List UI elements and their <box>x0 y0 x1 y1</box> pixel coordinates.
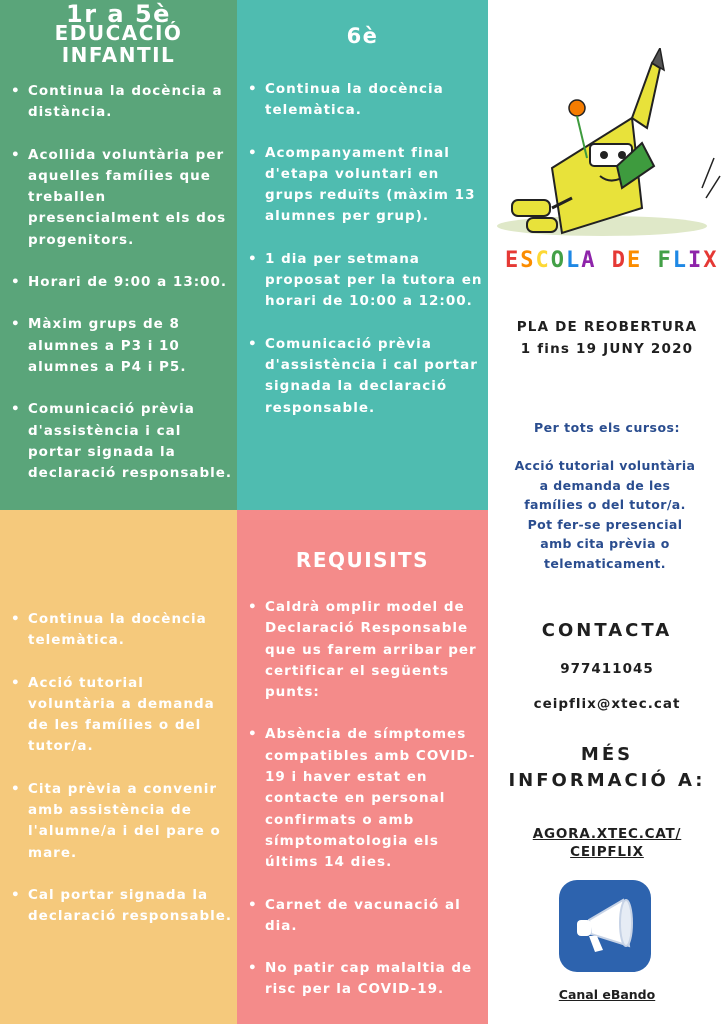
list-item: • Carnet de vacunació al dia. <box>246 895 484 938</box>
school-logo-text: ESCOLA DE FLIX <box>505 248 719 273</box>
ebando-channel-link[interactable]: Canal eBando <box>558 987 656 1002</box>
courses-line: amb cita prèvia o <box>540 536 670 552</box>
list-item: • Continua la docència a distància. <box>9 81 235 124</box>
website-link-line-2: CEIPFLIX <box>570 844 644 860</box>
all-courses-text <box>492 456 718 574</box>
ebando-app-icon[interactable] <box>559 880 651 972</box>
title-line-1: EDUCACIÓ <box>54 21 183 45</box>
list-item: • Màxim grups de 8 alumnes a P3 i 10 alumnes a P4 i P5. <box>9 314 235 378</box>
list-item: • Acció tutorial voluntària a demanda de les famílies o del tutor/a. <box>9 673 235 758</box>
list-item: • Comunicació prèvia d'assistència i cal portar signada la declaració responsable. <box>246 334 484 419</box>
megaphone-icon <box>559 880 651 972</box>
more-info-line-1: MÉS <box>580 744 634 765</box>
courses-line: telematicament. <box>544 555 666 571</box>
list-item: • No patir cap malaltia de risc per la COVID-19. <box>246 958 484 1001</box>
list-item: • 1 dia per setmana proposat per la tutora en horari de 10:00 a 12:00. <box>246 249 484 313</box>
requisits-title: REQUISITS <box>295 548 430 572</box>
educacio-infantil-panel <box>0 0 237 510</box>
list-item: • Horari de 9:00 a 13:00. <box>9 272 235 293</box>
courses-line: famílies o del tutor/a. <box>524 497 686 513</box>
sise-title: 6è <box>346 24 379 48</box>
more-info-line-2: INFORMACIÓ A: <box>508 770 706 791</box>
list-item: • Absència de símptomes compatibles amb COVID-19 i haver estat en contacte en personal confirmats o amb símptomatologia els últims 14 dies. <box>246 724 484 873</box>
requisits-list <box>246 597 484 1022</box>
website-link[interactable] <box>496 825 718 861</box>
plan-dates: 1 fins 19 JUNY 2020 <box>520 341 694 357</box>
list-item: • Cita prèvia a convenir amb assistència de l'alumne/a i del pare o mare. <box>9 779 235 864</box>
courses-line: Pot fer-se presencial <box>527 516 683 532</box>
primer-cinque-list <box>9 609 235 949</box>
plan-title: PLA DE REOBERTURA <box>516 319 698 335</box>
list-item: • Cal portar signada la declaració responsable. <box>9 885 235 928</box>
reopening-plan <box>496 316 718 360</box>
sise-panel <box>237 0 488 510</box>
list-item: • Comunicació prèvia d'assistència i cal portar signada la declaració responsable. <box>9 399 235 484</box>
website-link-line-1: AGORA.XTEC.CAT/ <box>532 826 682 842</box>
educacio-infantil-list <box>9 81 235 505</box>
courses-line: Acció tutorial voluntària <box>514 458 696 473</box>
courses-line: a demanda de les <box>539 477 671 493</box>
educacio-infantil-title <box>0 22 237 66</box>
list-item: • Acollida voluntària per aquelles famílies que treballen presencialment els dos progenitors. <box>9 145 235 251</box>
list-item: • Caldrà omplir model de Declaració Responsable que us farem arribar per certificar el següents punts: <box>246 597 484 703</box>
primer-cinque-title: 1r a 5è <box>66 0 171 28</box>
more-info-heading <box>496 742 718 794</box>
contact-email[interactable]: ceipflix@xtec.cat <box>533 696 681 712</box>
all-courses-heading: Per tots els cursos: <box>534 420 680 435</box>
pencil-mascot-icon <box>492 48 722 242</box>
contact-phone[interactable]: 977411045 <box>560 661 654 677</box>
contact-heading: CONTACTA <box>541 620 673 641</box>
list-item: • Continua la docència telemàtica. <box>246 79 484 122</box>
list-item: • Continua la docència telemàtica. <box>9 609 235 652</box>
title-line-2: INFANTIL <box>61 43 176 67</box>
sise-list <box>246 79 484 440</box>
list-item: • Acompanyament final d'etapa voluntari en grups reduïts (màxim 13 alumnes per grup). <box>246 143 484 228</box>
